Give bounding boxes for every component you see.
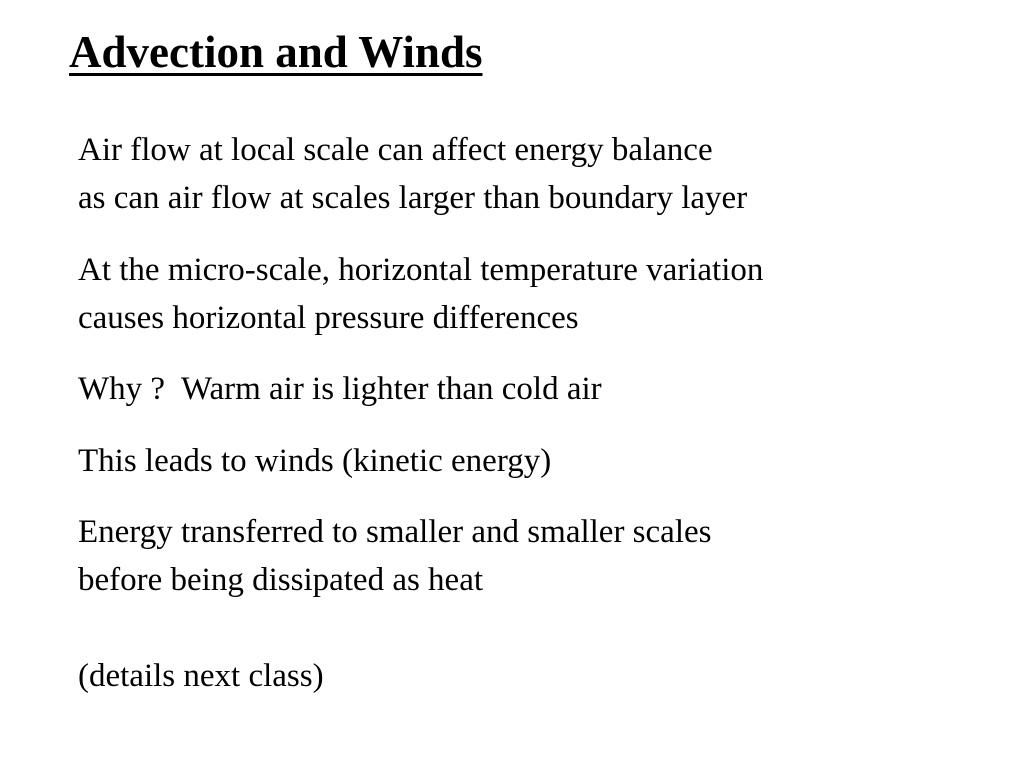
text-line: Why ? Warm air is lighter than cold air	[78, 371, 602, 407]
text-line: before being dissipated as heat	[78, 562, 484, 598]
text-line: (details next class)	[78, 658, 324, 694]
text-line: causes horizontal pressure differences	[78, 300, 579, 336]
text-line: Air flow at local scale can affect energy balance	[78, 132, 713, 168]
slide-title: Advection and Winds	[69, 27, 483, 77]
text-line: At the micro-scale, horizontal temperature variation	[78, 252, 764, 288]
text-line: as can air flow at scales larger than boundary layer	[78, 180, 748, 216]
text-line: This leads to winds (kinetic energy)	[78, 443, 552, 479]
text-line: Energy transferred to smaller and smaller scales	[78, 514, 712, 550]
